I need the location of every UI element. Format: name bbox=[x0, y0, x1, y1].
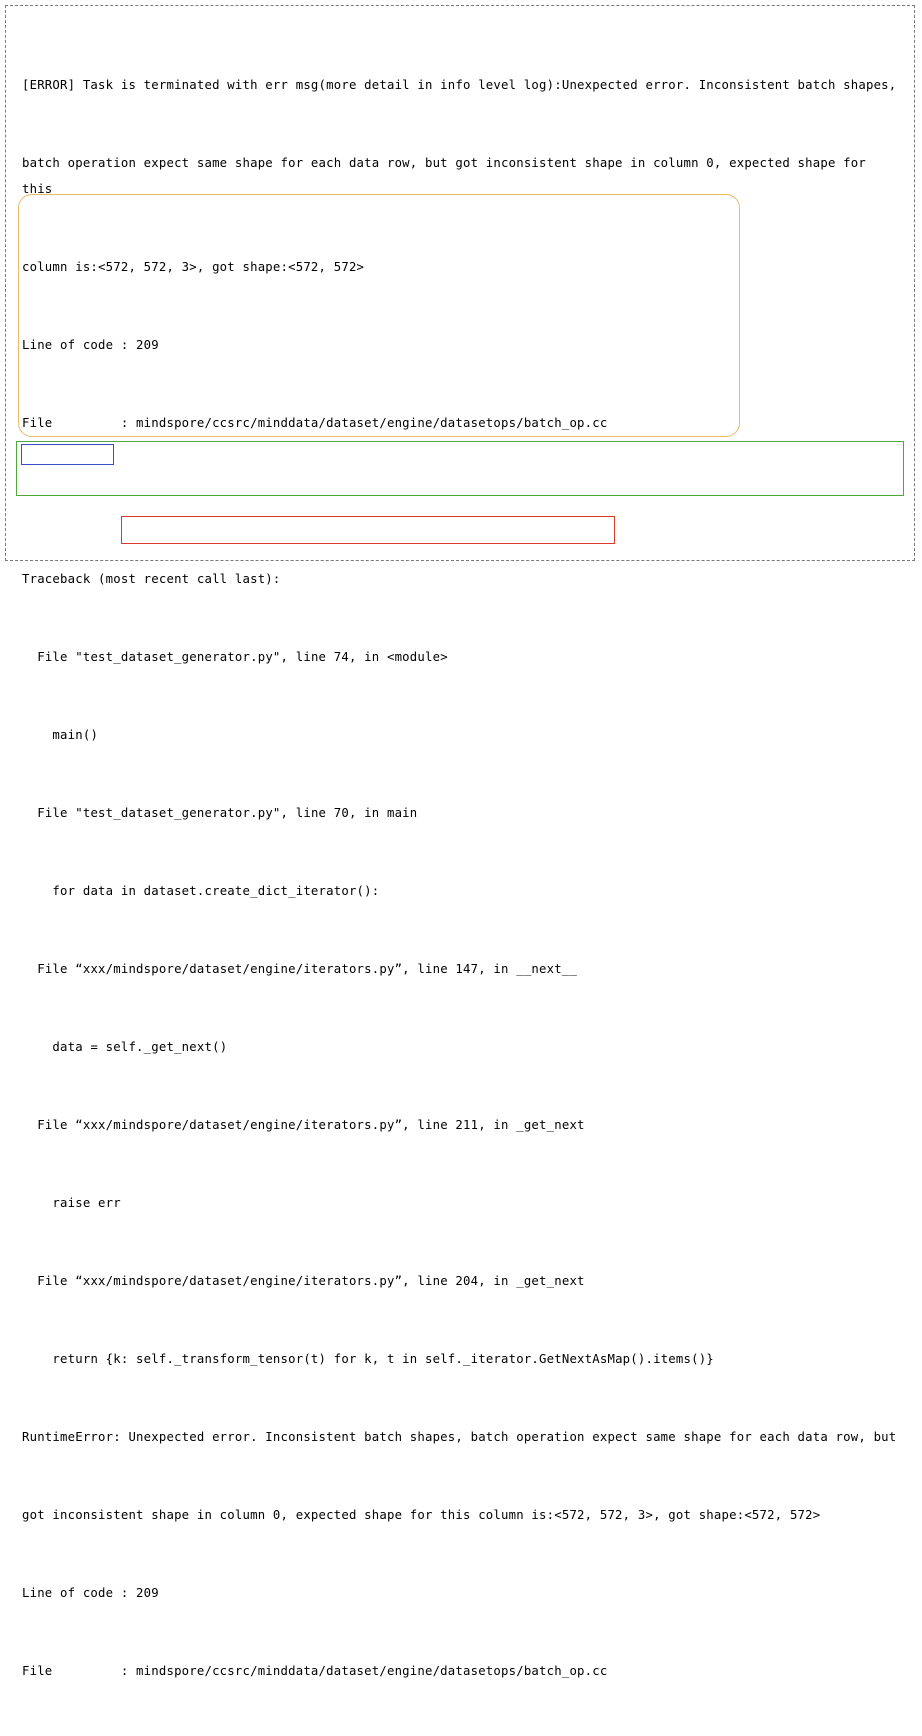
traceback-line-10: return {k: self._transform_tensor(t) for k, t in self._iterator.GetNextAsMap().items()} bbox=[22, 1352, 714, 1366]
traceback-line-7: File “xxx/mindspore/dataset/engine/iterators.py”, line 211, in _get_next bbox=[22, 1118, 585, 1132]
log-text-body bbox=[22, 20, 902, 1736]
traceback-line-9: File “xxx/mindspore/dataset/engine/iterators.py”, line 204, in _get_next bbox=[22, 1274, 585, 1288]
runtime-error-line-2: got inconsistent shape in column 0, expected shape for this column is:<572, 572, 3>, got shape:<572, 572> bbox=[22, 1508, 821, 1522]
blank-separator bbox=[22, 488, 902, 514]
traceback-line-2: main() bbox=[22, 728, 99, 742]
traceback-line-4: for data in dataset.create_dict_iterator(): bbox=[22, 884, 380, 898]
error-file-path: File : mindspore/ccsrc/minddata/dataset/engine/datasetops/batch_op.cc bbox=[22, 416, 608, 430]
footer-line-of-code: Line of code : 209 bbox=[22, 1586, 159, 1600]
traceback-line-8: raise err bbox=[22, 1196, 121, 1210]
runtime-error-line-1: RuntimeError: Unexpected error. Inconsistent batch shapes, batch operation expect same shape for each data row, but bbox=[22, 1430, 897, 1444]
error-line-of-code: Line of code : 209 bbox=[22, 338, 159, 352]
traceback-line-1: File "test_dataset_generator.py", line 74, in <module> bbox=[22, 650, 448, 664]
traceback-line-6: data = self._get_next() bbox=[22, 1040, 228, 1054]
footer-file-path: File : mindspore/ccsrc/minddata/dataset/engine/datasetops/batch_op.cc bbox=[22, 1664, 608, 1678]
traceback-line-3: File "test_dataset_generator.py", line 70, in main bbox=[22, 806, 418, 820]
error-line-1: [ERROR] Task is terminated with err msg(more detail in info level log):Unexpected error. Inconsistent batch shapes, bbox=[22, 78, 897, 92]
error-line-2: batch operation expect same shape for each data row, but got inconsistent shape in column 0, expected shape for this bbox=[22, 156, 874, 196]
traceback-line-5: File “xxx/mindspore/dataset/engine/iterators.py”, line 147, in __next__ bbox=[22, 962, 578, 976]
error-line-3: column is:<572, 572, 3>, got shape:<572, 572> bbox=[22, 260, 365, 274]
traceback-header: Traceback (most recent call last): bbox=[22, 572, 281, 586]
